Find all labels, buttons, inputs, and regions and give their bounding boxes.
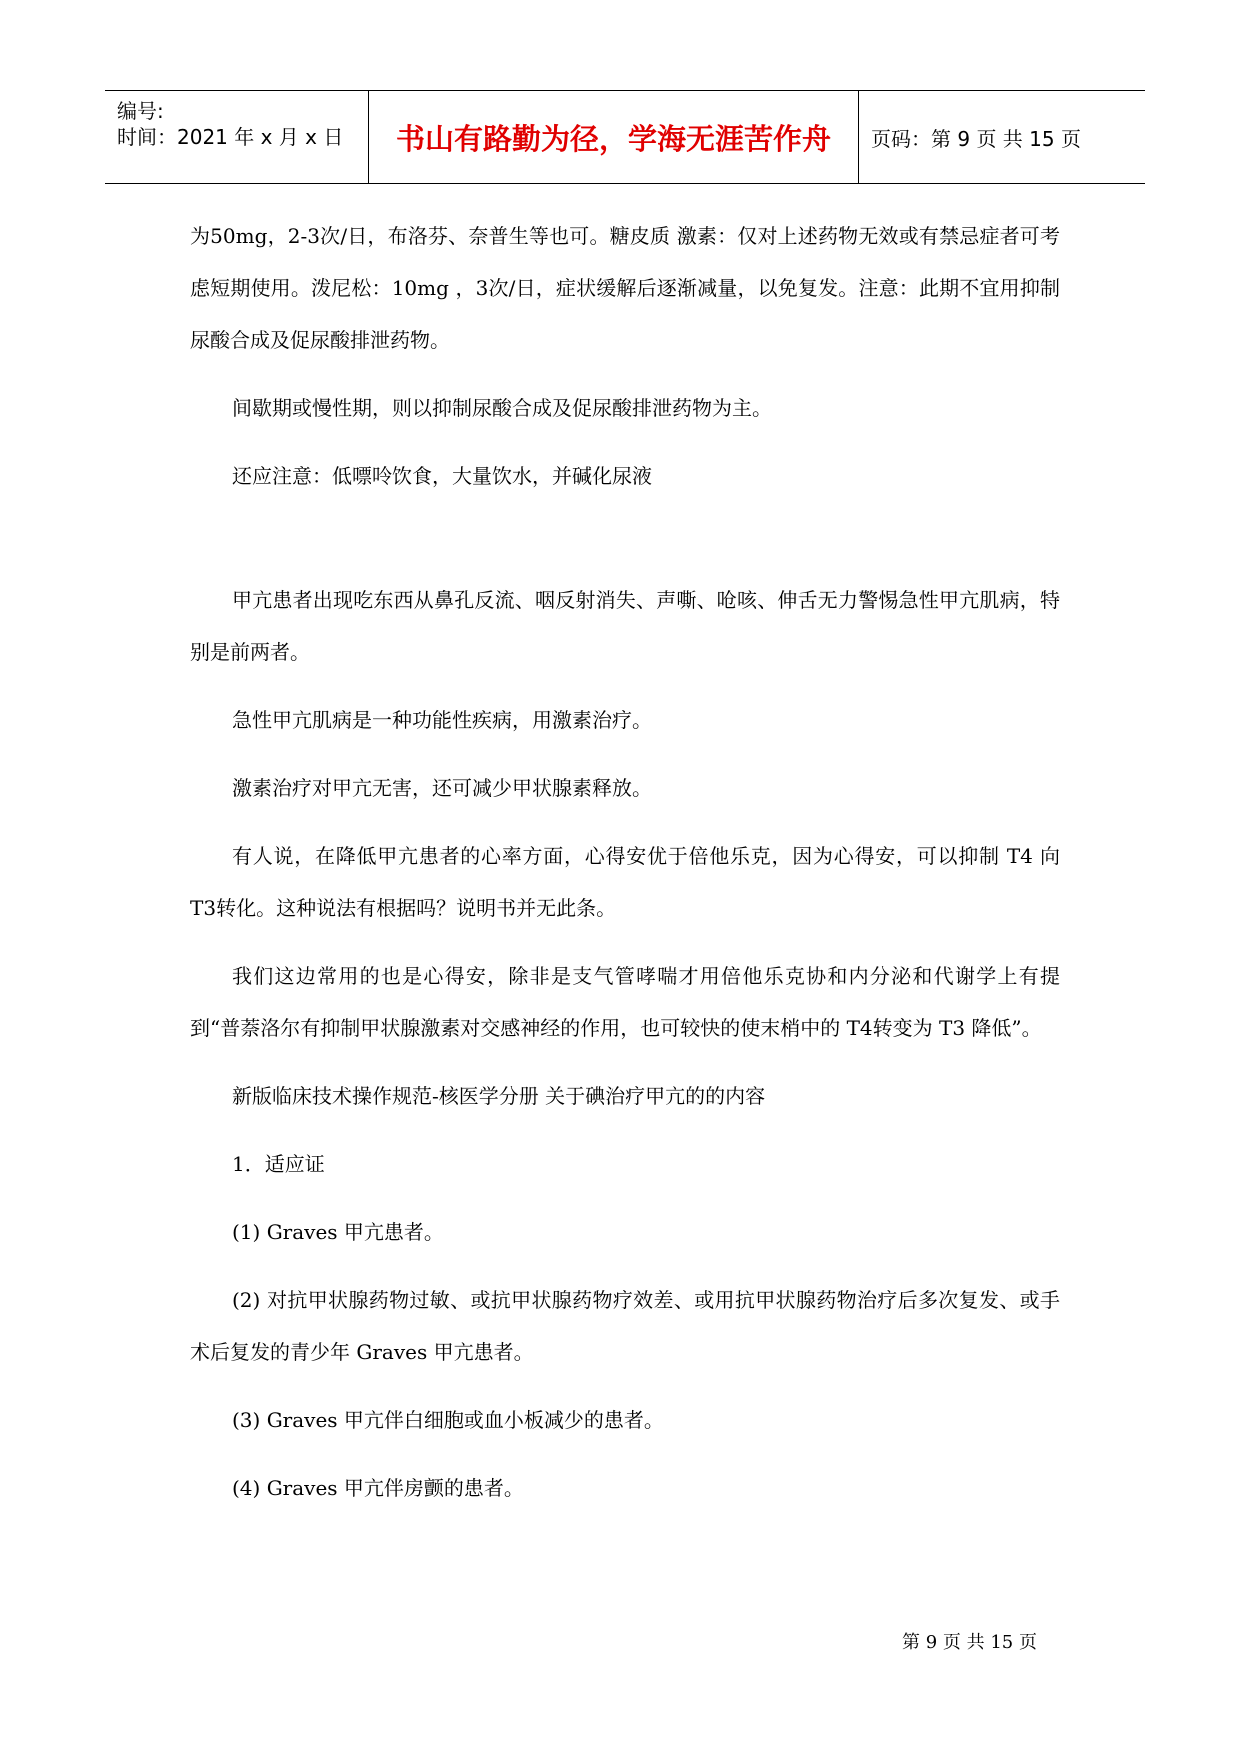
paragraph-continuation: 为50mg，2-3次/日，布洛芬、奈普生等也可。糖皮质 激素：仅对上述药物无效或有禁忌症者可考虑短期使用。泼尼松：10mg ，3次/日，症状缓解后逐渐减量，以免复发。注意：此期不宜用抑制尿酸合成及促尿酸排泄药物。 xyxy=(190,224,1060,352)
page-number-label: 页码：第 9 页 共 15 页 xyxy=(871,126,1081,151)
footer-page-number: 第 9 页 共 15 页 xyxy=(902,1632,1037,1653)
paragraph: 间歇期或慢性期，则以抑制尿酸合成及促尿酸排泄药物为主。 xyxy=(232,396,772,420)
list-item: (1) Graves 甲亢患者。 xyxy=(232,1220,444,1244)
header-motto-cell xyxy=(369,91,859,183)
header-left-cell xyxy=(105,91,369,183)
paragraph: 我们这边常用的也是心得安，除非是支气管哮喘才用倍他乐克协和内分泌和代谢学上有提到“普萘洛尔有抑制甲状腺激素对交感神经的作用，也可较快的使末梢中的 T4转变为 T3 降低”。 xyxy=(190,964,1060,1040)
time-label: 时间：2021 年 x 月 x 日 xyxy=(117,125,344,149)
number-label: 编号: xyxy=(117,99,164,123)
list-heading: 1．适应证 xyxy=(232,1152,325,1176)
page-header xyxy=(105,90,1145,184)
list-item: (3) Graves 甲亢伴白细胞或血小板减少的患者。 xyxy=(232,1408,664,1432)
list-item: (4) Graves 甲亢伴房颤的患者。 xyxy=(232,1476,524,1500)
motto-text: 书山有路勤为径，学海无涯苦作舟 xyxy=(395,121,831,156)
document-body xyxy=(190,210,1060,1530)
paragraph: 还应注意：低嘌呤饮食，大量饮水，并碱化尿液 xyxy=(232,464,652,488)
list-item: (2) 对抗甲状腺药物过敏、或抗甲状腺药物疗效差、或用抗甲状腺药物治疗后多次复发、或手术后复发的青少年 Graves 甲亢患者。 xyxy=(190,1288,1060,1364)
header-page-cell xyxy=(859,91,1145,183)
paragraph: 急性甲亢肌病是一种功能性疾病，用激素治疗。 xyxy=(232,708,652,732)
paragraph: 甲亢患者出现吃东西从鼻孔反流、咽反射消失、声嘶、呛咳、伸舌无力警惕急性甲亢肌病，特别是前两者。 xyxy=(190,588,1060,664)
page-footer xyxy=(902,1628,1037,1654)
paragraph: 新版临床技术操作规范-核医学分册 关于碘治疗甲亢的的内容 xyxy=(232,1084,766,1108)
paragraph: 有人说，在降低甲亢患者的心率方面，心得安优于倍他乐克，因为心得安，可以抑制 T4 向 T3转化。这种说法有根据吗？说明书并无此条。 xyxy=(190,844,1060,920)
paragraph: 激素治疗对甲亢无害，还可减少甲状腺素释放。 xyxy=(232,776,652,800)
